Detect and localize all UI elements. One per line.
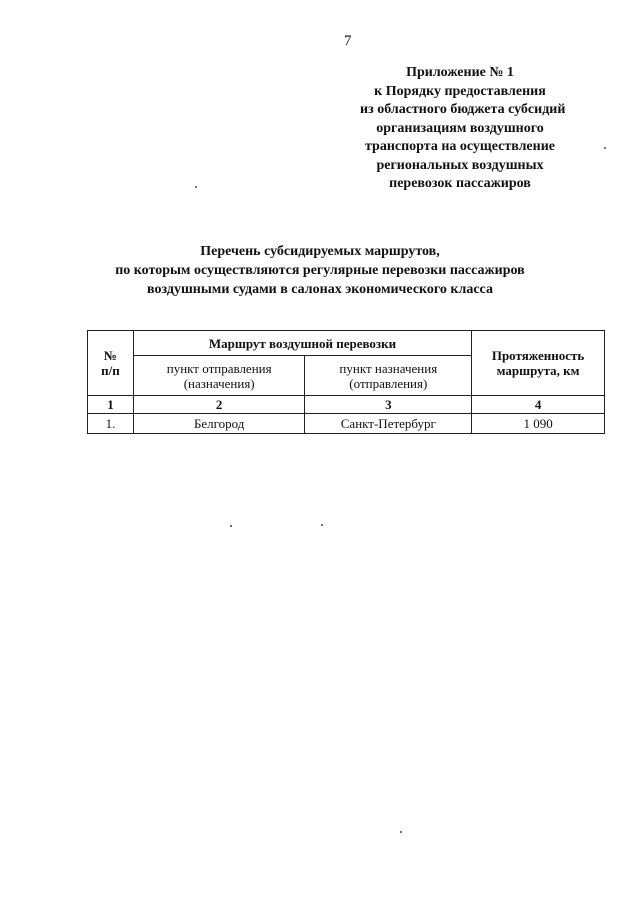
header-number-line: п/п: [101, 363, 120, 378]
appendix-line: Приложение № 1: [406, 65, 514, 80]
row-number: 1.: [88, 414, 134, 434]
header-route: Маршрут воздушной перевозки: [133, 331, 471, 356]
scan-speck: [195, 186, 197, 188]
appendix-line: региональных воздушных: [376, 157, 544, 173]
appendix-line: перевозок пассажиров: [389, 176, 531, 191]
routes-table: [87, 330, 605, 434]
column-number: 1: [88, 396, 134, 414]
header-departure-line: пункт отправления: [166, 360, 272, 376]
column-number: 2: [133, 396, 305, 414]
header-length-line: Протяженность: [491, 348, 585, 363]
header-departure-line: (назначения): [183, 375, 255, 391]
appendix-line: организациям воздушного: [376, 120, 544, 136]
appendix-line: из областного бюджета субсидий: [360, 102, 566, 117]
page-number: 7: [344, 33, 352, 49]
header-number: [88, 331, 134, 396]
header-destination-line: пункт назначения: [339, 360, 438, 376]
heading-line: Перечень субсидируемых маршрутов,: [200, 244, 440, 259]
appendix-block: [360, 64, 566, 194]
column-number-row: [88, 396, 605, 414]
scan-speck: [604, 147, 606, 149]
header-destination-line: (отправления): [349, 375, 428, 391]
heading-line: воздушными судами в салонах экономического класса: [147, 282, 493, 297]
row-destination: Санкт-Петербург: [305, 414, 472, 434]
header-length-line: маршрута, км: [496, 363, 580, 378]
scan-speck: [230, 525, 232, 527]
header-length: [472, 331, 605, 396]
row-departure: Белгород: [133, 414, 305, 434]
document-heading: [100, 242, 540, 299]
heading-line: по которым осуществляются регулярные перевозки пассажиров: [115, 263, 525, 278]
column-number: 4: [472, 396, 605, 414]
scan-speck: [400, 831, 402, 833]
header-number-line: №: [103, 348, 117, 363]
scan-speck: [321, 524, 323, 526]
row-length: 1 090: [472, 414, 605, 434]
table-row: [88, 414, 605, 434]
header-departure: [133, 356, 305, 396]
appendix-line: к Порядку предоставления: [374, 83, 546, 99]
column-number: 3: [305, 396, 472, 414]
appendix-line: транспорта на осуществление: [364, 139, 555, 154]
header-destination: [305, 356, 472, 396]
